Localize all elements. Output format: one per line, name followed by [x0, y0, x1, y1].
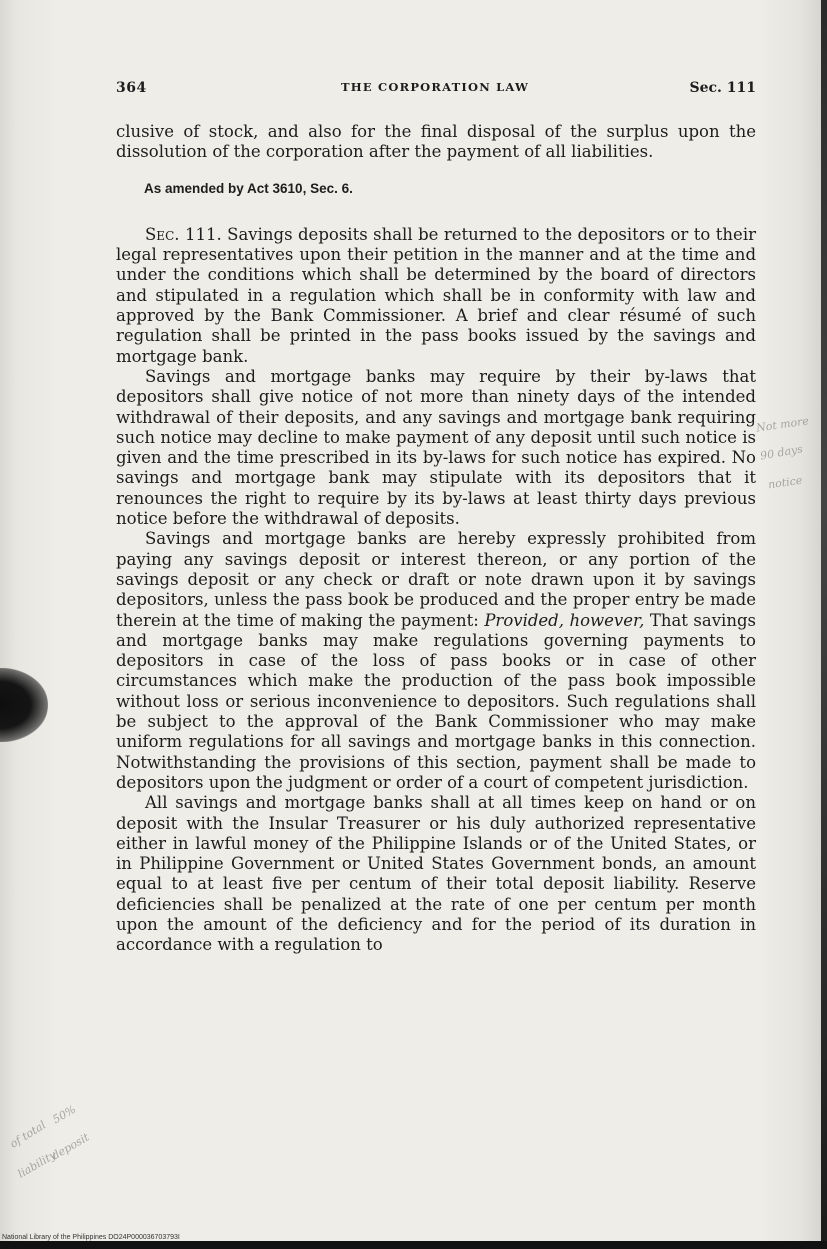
handwritten-note-deposit: deposit: [49, 1130, 92, 1163]
paragraph-continuation: clusive of stock, and also for the final disposal of the surplus upon the dissolution of the corporation after the payment of all liabilities.: [116, 122, 756, 162]
section-label: Sec. 111.: [145, 224, 222, 244]
paragraph-text: That savings and mortgage banks may make regulations governing payments to depositors in case of the loss of pass books or in case of other circumstances which make the production of the pass book impossible without loss or serious inconvenience to depositors. Such regulations shall be subject to the approval of the Bank Commissioner who may make uniform regulations for all savings and mortgage banks in this connection. Notwithstanding the provisions of this section, payment shall be made to depositors upon the judgment or order of a court of competent jurisdiction.: [116, 610, 756, 792]
handwritten-note-notice: notice: [767, 473, 804, 492]
section-number: Sec. 111: [689, 80, 756, 96]
paragraph-reserve: All savings and mortgage banks shall at all times keep on hand or on deposit with the Insular Treasurer or his duly authorized representative either in lawful money of the Philippine Islands or of the United States, or in Philippine Government or United States Government bonds, an amount equal to at least five per centum of their total deposit liability. Reserve deficiencies shall be penalized at the rate of one per centum per month upon the amount of the deficiency and for the period of its duration in accordance with a regulation to: [116, 793, 756, 955]
paragraph-text: Savings deposits shall be returned to the depositors or to their legal representatives upon their petition in the manner and at the time and under the conditions which shall be determined by the board of directors and stipulated in a regulation which shall be in conformity with law and approved by the Bank Commissioner. A brief and clear résumé of such regulation shall be printed in the pass books issued by the savings and mortgage bank.: [116, 224, 756, 366]
handwritten-note-of-total: of total: [7, 1118, 49, 1151]
library-stamp: National Library of the Philippines DO24P000036703793I: [2, 1234, 180, 1241]
paragraph-text: Savings and mortgage banks are hereby expressly prohibited from paying any savings deposit or interest thereon, or any portion of the savings deposit or any check or draft or note drawn upon it by savings depositors, unless the pass book be produced and the proper entry be made therein at the time of making the payment:: [116, 529, 756, 630]
page-right-edge: [821, 0, 827, 1249]
running-title: THE CORPORATION LAW: [341, 80, 530, 94]
handwritten-note-50-percent: 50%: [50, 1102, 79, 1127]
page-number: 364: [116, 80, 147, 96]
handwritten-note-90-days: 90 days: [759, 442, 804, 463]
binder-clip-shadow: [0, 668, 48, 742]
paragraph-notice: Savings and mortgage banks may require by their by-laws that depositors shall give notice of not more than ninety days of the intended withdrawal of their deposits, and any savings and mortgage bank requiring such notice may decline to make payment of any deposit until such notice is given and the time prescribed in its by-laws for such notice has expired. No savings and mortgage bank may stipulate with its depositors that it renounces the right to require by its by-laws at least thirty days previous notice before the withdrawal of deposits.: [116, 366, 756, 529]
amendment-note: As amended by Act 3610, Sec. 6.: [144, 180, 353, 196]
paragraph-pass-book: [116, 529, 756, 793]
handwritten-note-liability: liability: [15, 1148, 59, 1181]
paragraph-section-111: [116, 225, 756, 367]
proviso-italic: Provided, however,: [484, 610, 645, 630]
running-head: [116, 80, 756, 102]
handwritten-note-not-more: Not more: [755, 414, 810, 435]
page-bottom-edge: [0, 1241, 827, 1249]
body-text: [116, 122, 756, 956]
